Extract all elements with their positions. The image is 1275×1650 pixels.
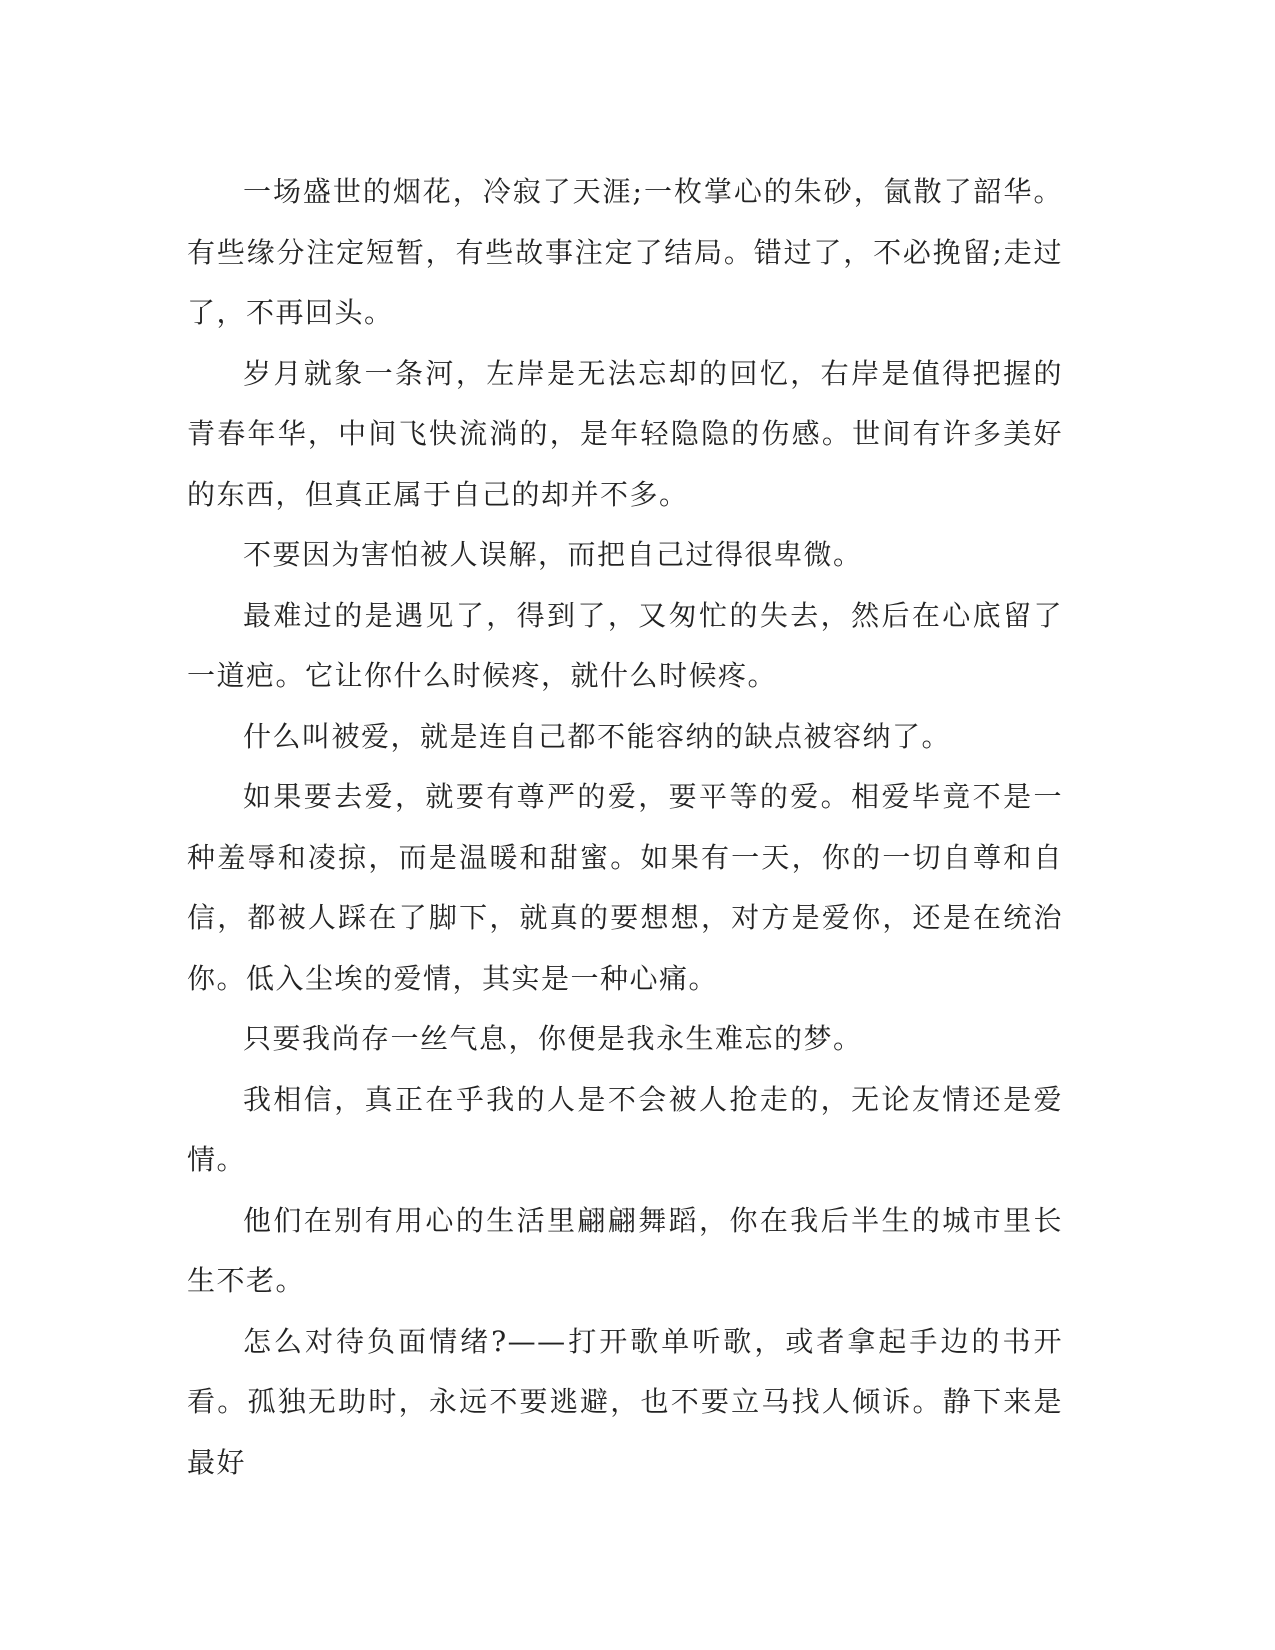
paragraph-4: 最难过的是遇见了，得到了，又匆忙的失去，然后在心底留了一道疤。它让你什么时候疼，就什么时候疼。 (187, 598, 1063, 692)
paragraph-10: 怎么对待负面情绪?——打开歌单听歌，或者拿起手边的书开看。孤独无助时，永远不要逃避，也不要立马找人倾诉。静下来是最好 (187, 1324, 1063, 1479)
paragraph-1: 一场盛世的烟花，冷寂了天涯;一枚掌心的朱砂，氤散了韶华。有些缘分注定短暂，有些故事注定了结局。错过了，不必挽留;走过了，不再回头。 (187, 175, 1063, 329)
paragraph-9: 他们在别有用心的生活里翩翩舞蹈，你在我后半生的城市里长生不老。 (187, 1203, 1063, 1297)
document-body (187, 162, 1063, 1493)
paragraph-6: 如果要去爱，就要有尊严的爱，要平等的爱。相爱毕竟不是一种羞辱和凌掠，而是温暖和甜蜜。如果有一天，你的一切自尊和自信，都被人踩在了脚下，就真的要想想，对方是爱你，还是在统治你。低入尘埃的爱情，其实是一种心痛。 (187, 780, 1063, 995)
paragraph-2: 岁月就象一条河，左岸是无法忘却的回忆，右岸是值得把握的青春年华，中间飞快流淌的，是年轻隐隐的伤感。世间有许多美好的东西，但真正属于自己的却并不多。 (187, 356, 1063, 511)
paragraph-7: 只要我尚存一丝气息，你便是我永生难忘的梦。 (243, 1022, 863, 1055)
paragraph-8: 我相信，真正在乎我的人是不会被人抢走的，无论友情还是爱情。 (187, 1082, 1063, 1176)
paragraph-3: 不要因为害怕被人误解，而把自己过得很卑微。 (243, 538, 863, 571)
paragraph-5: 什么叫被爱，就是连自己都不能容纳的缺点被容纳了。 (243, 719, 952, 753)
